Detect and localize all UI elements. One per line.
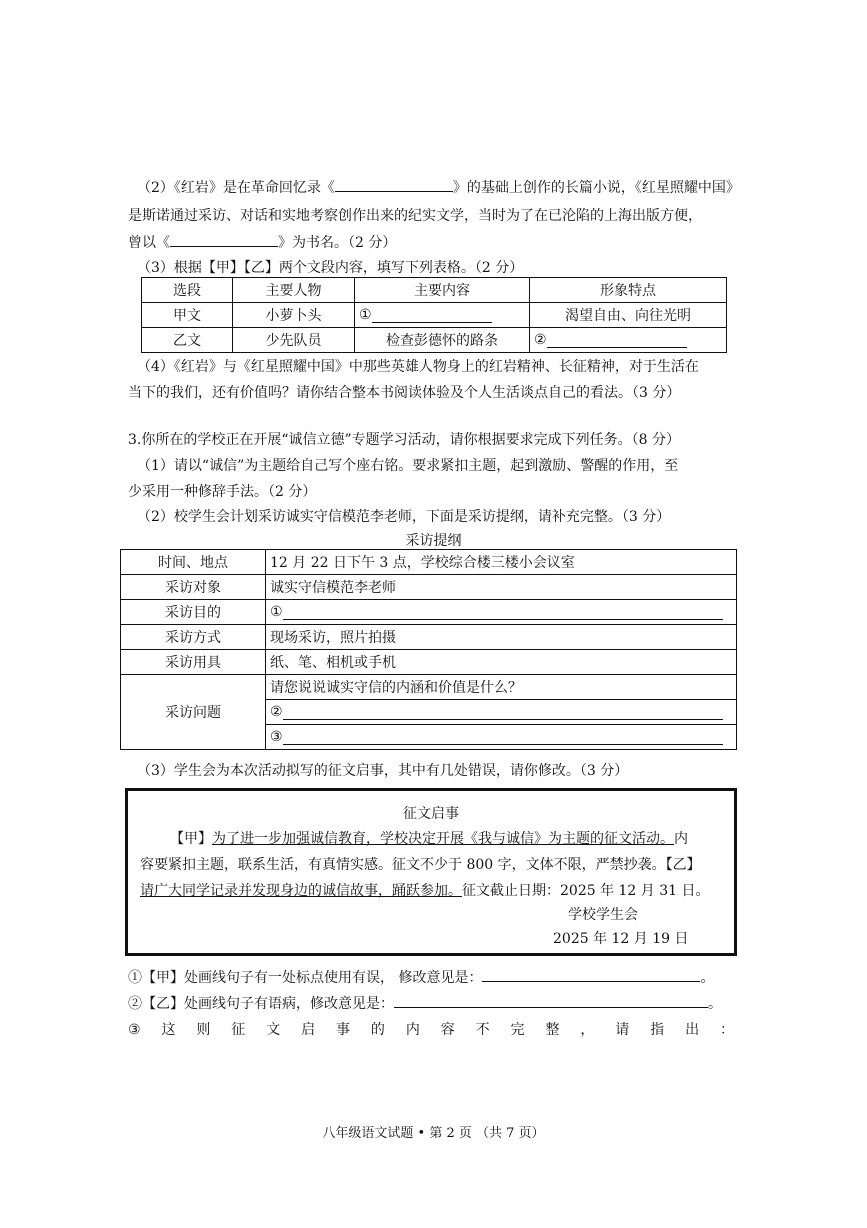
outline-label: 采访用具 [121,650,266,675]
answer-3-char: 这 [161,1022,176,1038]
outline-value: 现场采访，照片拍摄 [266,625,737,650]
blank-marker: ① [359,307,372,323]
outline-label: 采访方式 [121,625,266,650]
q3-header-person: 主要人物 [233,278,355,303]
answer-blank[interactable] [394,993,708,1008]
answer-2-end: 。 [708,996,722,1012]
q3-row2-person: 少先队员 [233,328,355,353]
answer-blank[interactable] [283,705,723,720]
q3-row2-seg: 乙文 [142,328,233,353]
answer-3-char: 完 [510,1022,525,1038]
outline-question-2[interactable] [266,700,737,725]
answer-3-char: ， [580,1022,595,1038]
q3-header-content: 主要内容 [355,278,530,303]
notice-deadline: 征文截止日期：2025 年 12 月 31 日。 [462,883,710,899]
outline-title: 采访提纲 [405,533,462,549]
outline-value: 诚实守信模范李老师 [266,575,737,600]
answer-3-char: 内 [405,1022,420,1038]
task3-s1-line1: （1）请以“诚信”为主题给自己写个座右铭。要求紧扣主题，起到激励、警醒的作用，至 [137,458,679,474]
outline-label-questions: 采访问题 [121,675,266,750]
q2-line-1 [137,176,740,200]
q2-text-a: （2）《红岩》是在革命回忆录《 [137,180,335,196]
answer-line-3 [128,1018,734,1042]
answer-3-char: 文 [266,1022,281,1038]
answer-3-char: 事 [336,1022,350,1038]
q3-row2-trait[interactable] [530,328,727,353]
notice-date: 2025 年 12 月 19 日 [553,931,689,947]
outline-value: 12 月 22 日下午 3 点，学校综合楼三楼小会议室 [266,550,737,575]
notice-title: 征文启事 [403,806,459,822]
q3-row1-person: 小萝卜头 [233,303,355,328]
answer-blank[interactable] [372,308,492,323]
answer-3-char: 容 [440,1022,455,1038]
answer-blank[interactable] [283,730,723,745]
answer-3-char: 出 [685,1022,700,1038]
q3-table [141,277,727,353]
q3-header-seg: 选段 [142,278,233,303]
blank-marker: ③ [270,729,283,745]
notice-jia-after: 内 [674,831,688,847]
answer-line-1 [128,966,714,990]
q2-text-b: 》的基础上创作的长篇小说，《红星照耀中国》 [452,180,740,196]
task3-s3: （3）学生会为本次活动拟写的征文启事，其中有几处错误，请你修改。（3 分） [137,763,629,779]
task3-intro: 3.你所在的学校正在开展“诚信立德”专题学习活动，请你根据要求完成下列任务。（8 分） [128,432,681,448]
outline-question-3[interactable] [266,725,737,750]
q3-header-trait: 形象特点 [530,278,727,303]
q2-line-2: 是斯诺通过采访、对话和实地考察创作出来的纪实文学，当时为了在已沦陷的上海出版方便， [128,208,702,224]
notice-jia-sentence: 为了进一步加强诚信教育，学校决定开展《我与诚信》为主题的征文活动。 [212,831,674,847]
task3-s2: （2）校学生会计划采访诚实守信模范李老师，下面是采访提纲，请补充完整。（3 分） [137,509,671,525]
answer-3-char: 则 [196,1022,211,1038]
outline-value-purpose[interactable] [266,600,737,625]
notice-yi-sentence: 请广大同学记录并发现身边的诚信故事，踊跃参加。 [140,883,462,899]
q4-line-1: （4）《红岩》与《红星照耀中国》中那些英雄人物身上的红岩精神、长征精神，对于生活在 [137,359,699,375]
notice-line-3 [140,879,710,903]
notice-jia-mark: 【甲】 [170,831,212,847]
answer-3-char: 不 [475,1022,490,1038]
answer-blank[interactable] [482,967,700,982]
answer-1-prompt: ①【甲】处画线句子有一处标点使用有误， 修改意见是： [128,970,483,986]
blank-marker: ② [534,332,547,348]
q4-line-2: 当下的我们，还有价值吗？请你结合整本书阅读体验及个人生活谈点自己的看法。（3 分） [128,385,681,401]
answer-3-char: ③ [128,1022,141,1038]
answer-line-2 [128,992,722,1016]
notice-line-1 [170,827,688,851]
notice-box [125,788,737,956]
blank-marker: ① [270,604,283,620]
answer-3-char: 指 [650,1022,665,1038]
answer-blank[interactable] [547,333,687,348]
q3-row1-content[interactable] [355,303,530,328]
answer-3-char: 请 [615,1022,630,1038]
answer-3-char: 启 [301,1022,316,1038]
outline-question: 请您说说诚实守信的内涵和价值是什么？ [266,675,737,700]
notice-line-2: 容要紧扣主题，联系生活，有真情实感。征文不少于 800 字，文体不限，严禁抄袭。【乙】 [140,857,701,873]
answer-blank[interactable] [283,605,723,620]
answer-3-char: 整 [545,1022,560,1038]
q2-line-3 [128,231,396,255]
blank-marker: ② [270,704,283,720]
q3-row2-content: 检查彭德怀的路条 [355,328,530,353]
outline-label: 采访目的 [121,600,266,625]
outline-label: 采访对象 [121,575,266,600]
outline-label: 时间、地点 [121,550,266,575]
q3-row1-seg: 甲文 [142,303,233,328]
outline-value: 纸、笔、相机或手机 [266,650,737,675]
answer-3-char: 的 [370,1022,385,1038]
notice-signer: 学校学生会 [568,907,638,923]
q3-row1-trait: 渴望自由、向往光明 [530,303,727,328]
outline-table [120,549,737,750]
answer-1-end: 。 [700,970,715,986]
answer-3-char: 征 [231,1022,246,1038]
answer-2-prompt: ②【乙】处画线句子有语病，修改意见是： [128,996,394,1012]
q2-text-c: 曾以《 [128,235,170,251]
q3-prompt: （3）根据【甲】【乙】两个文段内容，填写下列表格。（2 分） [137,260,524,276]
answer-blank[interactable] [335,177,453,192]
task3-s1-line2: 少采用一种修辞手法。（2 分） [128,484,317,500]
page-footer: 八年级语文试题 • 第 2 页 （共 7 页） [322,1126,545,1141]
answer-3-char: ： [719,1022,734,1038]
q2-text-d: 》为书名。（2 分） [278,235,397,251]
answer-blank[interactable] [170,232,278,247]
